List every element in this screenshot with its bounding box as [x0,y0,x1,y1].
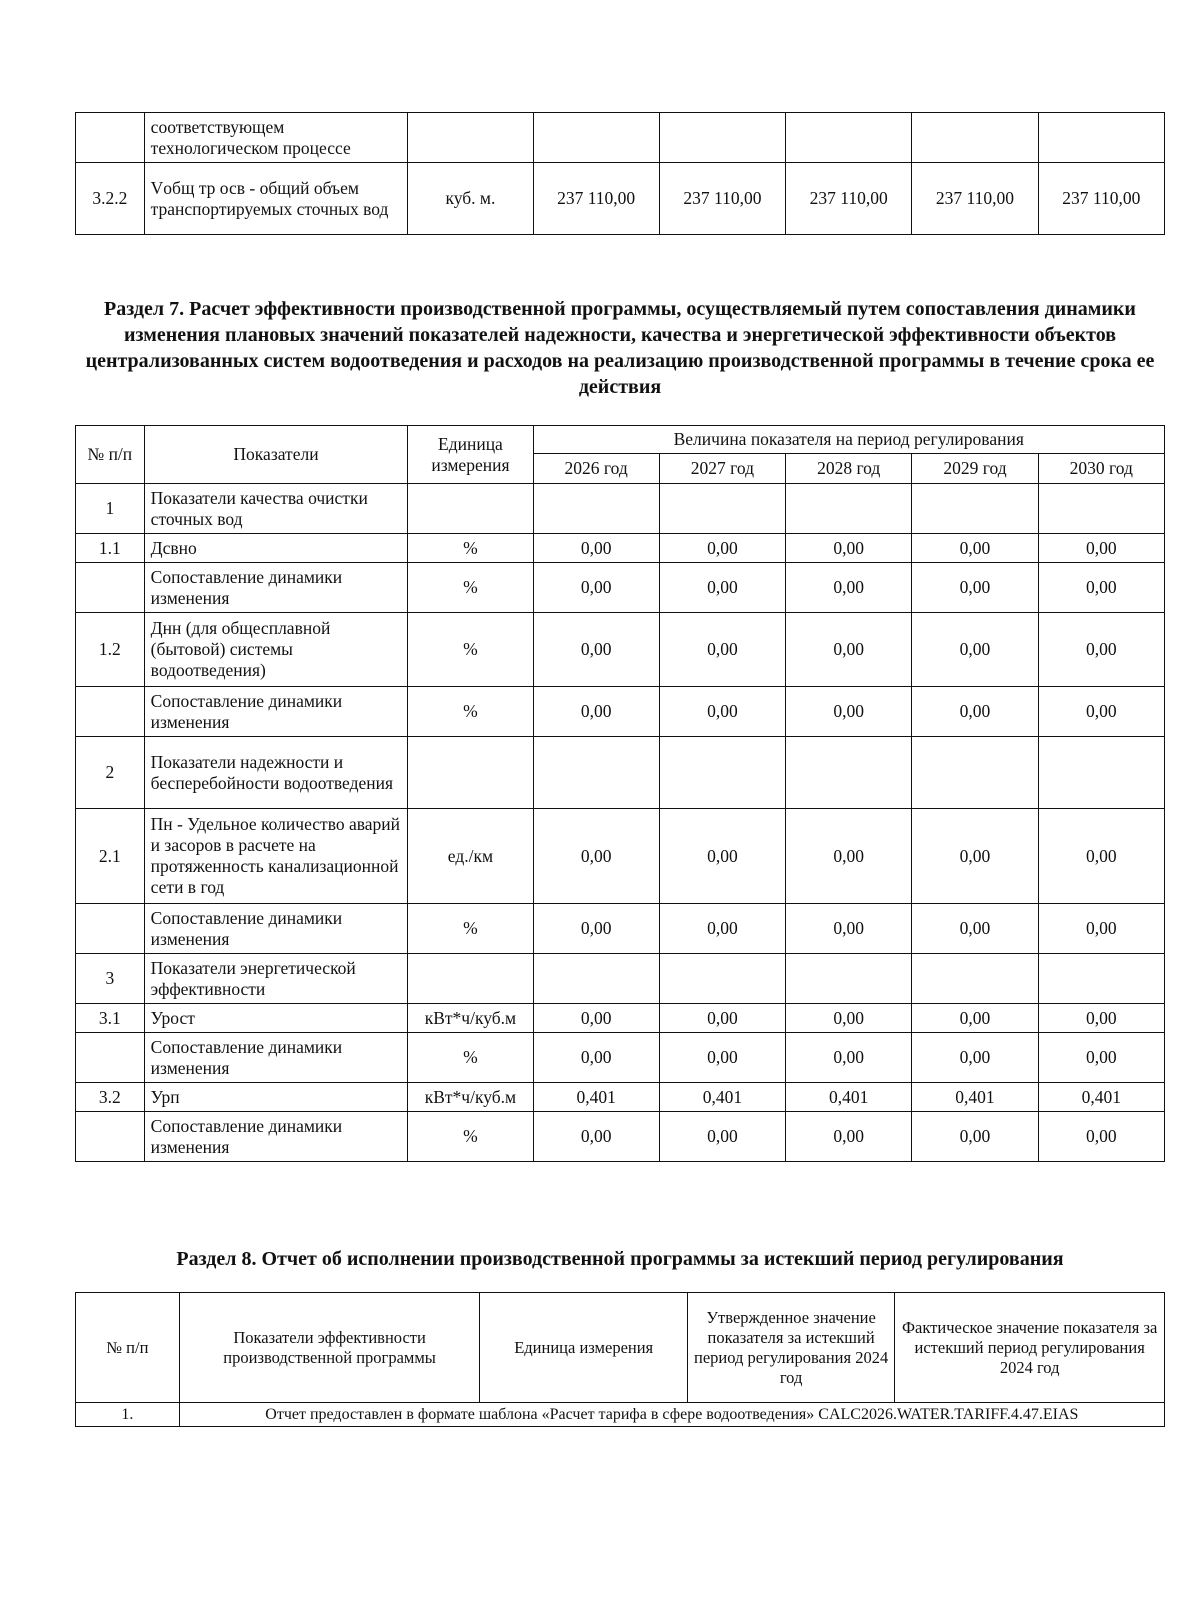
row-value: 0,00 [786,904,912,954]
table-row [76,163,1165,235]
row-indicator: Показатели надежности и бесперебойности водоотведения [144,737,408,809]
table-row [76,1083,1165,1112]
row-value [912,113,1038,163]
header-period: Величина показателя на период регулирования [533,426,1165,454]
header-year: 2030 год [1038,454,1164,484]
header-year: 2029 год [912,454,1038,484]
row-value: 0,00 [1038,613,1164,687]
row-value: 0,00 [659,687,785,737]
row-value: 0,00 [533,809,659,904]
row-value: 0,00 [786,534,912,563]
row-value: 0,00 [533,1112,659,1162]
row-value: 0,00 [533,534,659,563]
row-unit: % [408,1112,533,1162]
row-number [76,1112,145,1162]
row-unit [408,954,533,1004]
row-indicator: Пн - Удельное количество аварий и засоров в расчете на протяженность канализационной сети в год [144,809,408,904]
row-value [533,113,659,163]
s8-row-text: Отчет предоставлен в формате шаблона «Расчет тарифа в сфере водоотведения» CALC2026.WATER.TARIFF.4.47.EIAS [179,1403,1164,1427]
row-number: 1 [76,484,145,534]
row-value [1038,954,1164,1004]
s8-header-approved: Утвержденное значение показателя за истекший период регулирования 2024 год [687,1293,894,1403]
row-value: 0,401 [786,1083,912,1112]
row-value: 0,401 [1038,1083,1164,1112]
row-value: 0,00 [912,904,1038,954]
row-value: 0,00 [659,1033,785,1083]
row-value [659,113,785,163]
row-indicator: Урп [144,1083,408,1112]
row-value [786,737,912,809]
row-value: 0,00 [912,809,1038,904]
row-unit: куб. м. [408,163,533,235]
section8-table [75,1292,1165,1427]
table-row [76,687,1165,737]
row-value: 0,00 [786,809,912,904]
row-indicator: Днн (для общесплавной (бытовой) системы водоотведения) [144,613,408,687]
row-value: 0,401 [533,1083,659,1112]
row-value: 0,00 [912,563,1038,613]
table-row [76,1004,1165,1033]
row-value: 0,00 [786,1033,912,1083]
row-indicator: Дсвно [144,534,408,563]
row-value: 0,00 [659,904,785,954]
row-value: 0,00 [659,1112,785,1162]
table-row [76,613,1165,687]
s8-row-no: 1. [76,1403,180,1427]
row-indicator: Сопоставление динамики изменения [144,1033,408,1083]
row-value [1038,113,1164,163]
s8-header-actual: Фактическое значение показателя за истекший период регулирования 2024 год [895,1293,1165,1403]
row-value: 0,401 [659,1083,785,1112]
row-value: 0,00 [912,1033,1038,1083]
s8-header-indicator: Показатели эффективности производственной программы [179,1293,480,1403]
row-value: 0,00 [786,1112,912,1162]
row-unit [408,737,533,809]
table-row [76,563,1165,613]
row-value: 0,00 [533,904,659,954]
header-indicator: Показатели [144,426,408,484]
row-value [912,737,1038,809]
row-unit: % [408,687,533,737]
row-value: 0,00 [912,687,1038,737]
row-unit [408,113,533,163]
row-value: 0,00 [786,1004,912,1033]
top-table [75,112,1165,235]
row-number: 3.1 [76,1004,145,1033]
row-value [659,484,785,534]
row-number: 3.2 [76,1083,145,1112]
row-value [1038,737,1164,809]
header-year: 2027 год [659,454,785,484]
row-value: 0,00 [533,687,659,737]
row-unit: % [408,613,533,687]
table-row [76,809,1165,904]
header-unit: Единица измерения [408,426,533,484]
row-value: 0,00 [533,1033,659,1083]
row-number: 2.1 [76,809,145,904]
row-value: 0,00 [1038,563,1164,613]
row-unit: кВт*ч/куб.м [408,1004,533,1033]
row-number: 3 [76,954,145,1004]
row-value: 0,00 [533,563,659,613]
row-value: 0,00 [659,563,785,613]
section7-title: Раздел 7. Расчет эффективности производственной программы, осуществляемый путем сопоставления динамики изменения плановых значений показателей надежности, качества и энергетической эффективности объектов централизованных систем водоотведения и расходов на реализацию производственной программы в течение срока ее действия [85,298,1155,398]
row-value: 0,00 [1038,1112,1164,1162]
row-value: 0,00 [533,613,659,687]
row-value: 0,00 [786,687,912,737]
table-row [76,484,1165,534]
row-indicator: соответствующем технологическом процессе [144,113,408,163]
row-number [76,904,145,954]
row-value: 0,00 [1038,809,1164,904]
row-number [76,563,145,613]
s8-header-unit: Единица измерения [480,1293,687,1403]
row-value: 0,00 [659,534,785,563]
row-unit [408,484,533,534]
row-value [659,954,785,1004]
table-row [76,904,1165,954]
row-value: 0,00 [1038,1033,1164,1083]
row-value [659,737,785,809]
row-value: 0,00 [659,1004,785,1033]
section8-title: Раздел 8. Отчет об исполнении производственной программы за истекший период регулирования [176,1248,1064,1270]
row-indicator: Сопоставление динамики изменения [144,687,408,737]
row-indicator: Сопоставление динамики изменения [144,1112,408,1162]
row-value: 0,00 [659,613,785,687]
row-value: 0,00 [1038,904,1164,954]
row-value: 237 110,00 [533,163,659,235]
table-row [76,1033,1165,1083]
row-indicator: Vобщ тр осв - общий объем транспортируемых сточных вод [144,163,408,235]
row-value: 0,00 [533,1004,659,1033]
row-indicator: Сопоставление динамики изменения [144,563,408,613]
row-unit: кВт*ч/куб.м [408,1083,533,1112]
row-value [786,954,912,1004]
row-number: 2 [76,737,145,809]
row-number: 1.2 [76,613,145,687]
header-no: № п/п [76,426,145,484]
row-value [1038,484,1164,534]
header-year: 2026 год [533,454,659,484]
row-value: 0,00 [912,534,1038,563]
row-value [533,737,659,809]
header-year: 2028 год [786,454,912,484]
row-indicator: Урост [144,1004,408,1033]
row-value: 0,00 [912,613,1038,687]
row-value [533,484,659,534]
table-row [76,113,1165,163]
row-value [786,113,912,163]
s8-header-no: № п/п [76,1293,180,1403]
table-row [76,534,1165,563]
row-value: 237 110,00 [912,163,1038,235]
row-number: 1.1 [76,534,145,563]
row-value [912,954,1038,1004]
table-row [76,1112,1165,1162]
row-value: 0,00 [1038,1004,1164,1033]
row-value: 0,00 [786,563,912,613]
row-unit: ед./км [408,809,533,904]
row-value: 0,00 [912,1112,1038,1162]
row-value: 237 110,00 [786,163,912,235]
row-value: 0,00 [912,1004,1038,1033]
row-value: 237 110,00 [659,163,785,235]
row-indicator: Сопоставление динамики изменения [144,904,408,954]
table-row [76,737,1165,809]
row-value: 0,401 [912,1083,1038,1112]
row-value: 0,00 [659,809,785,904]
row-number: 3.2.2 [76,163,145,235]
row-value: 0,00 [1038,534,1164,563]
row-value [912,484,1038,534]
row-value [533,954,659,1004]
row-unit: % [408,1033,533,1083]
row-unit: % [408,563,533,613]
row-indicator: Показатели энергетической эффективности [144,954,408,1004]
row-number [76,113,145,163]
row-number [76,687,145,737]
row-number [76,1033,145,1083]
row-indicator: Показатели качества очистки сточных вод [144,484,408,534]
table-row [76,954,1165,1004]
row-unit: % [408,534,533,563]
section7-table [75,425,1165,1162]
row-value [786,484,912,534]
row-value: 0,00 [1038,687,1164,737]
row-unit: % [408,904,533,954]
row-value: 237 110,00 [1038,163,1164,235]
row-value: 0,00 [786,613,912,687]
